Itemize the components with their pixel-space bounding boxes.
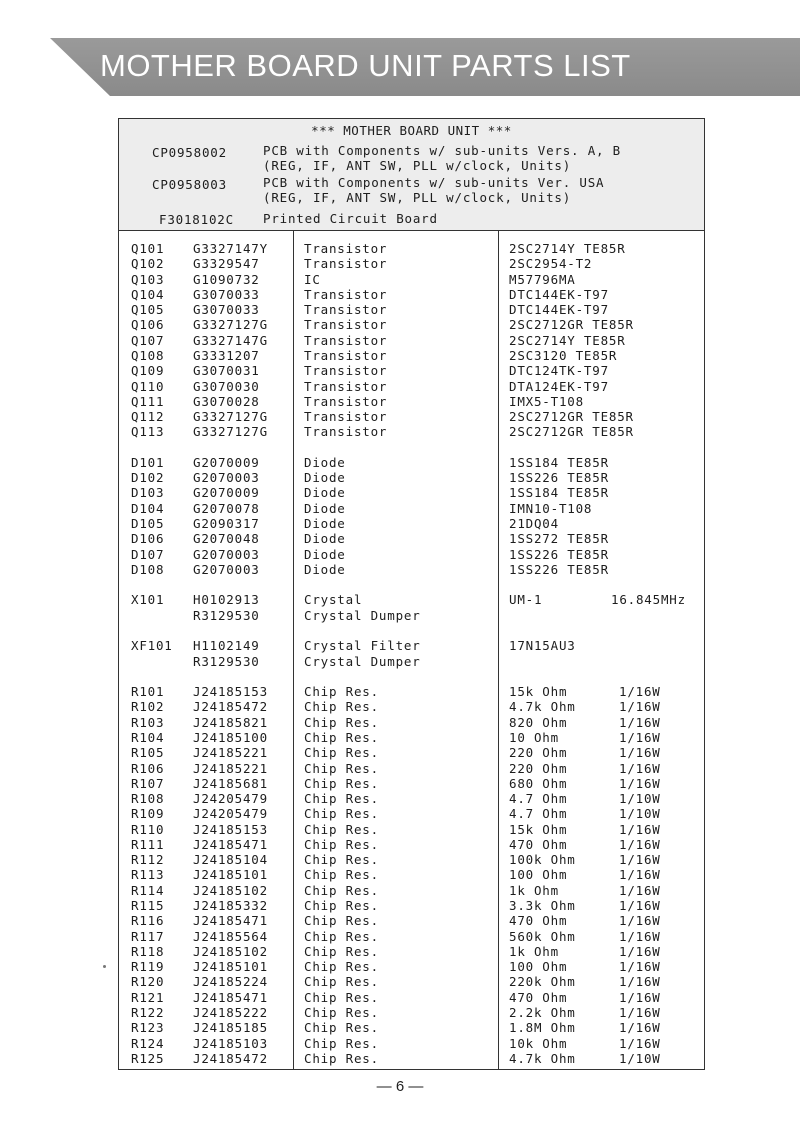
ref-designator: R110 [131,822,165,837]
part-value: 1SS226 TE85R [509,470,609,485]
ref-designator: D106 [131,531,165,546]
part-rating: 1/16W [619,761,661,776]
assembly-description: Printed Circuit Board [263,211,438,226]
part-number: G2090317 [193,516,260,531]
part-number: J24185104 [193,852,268,867]
part-number: G3327127G [193,317,268,332]
part-number: J24185471 [193,913,268,928]
part-number: G3070028 [193,394,260,409]
part-number: G2070003 [193,562,260,577]
ref-designator: Q108 [131,348,165,363]
part-number: J24185472 [193,699,268,714]
part-description: Chip Res. [304,1005,379,1020]
part-number: J24185472 [193,1051,268,1066]
part-description: Transistor [304,333,388,348]
ref-designator: R104 [131,730,165,745]
part-number: G3329547 [193,256,260,271]
part-number: J24185471 [193,837,268,852]
part-value: 1SS226 TE85R [509,562,609,577]
ref-designator: Q106 [131,317,165,332]
part-number: G3070033 [193,287,260,302]
part-value: 4.7k Ohm [509,1051,576,1066]
part-number: J24185153 [193,822,268,837]
parts-table [118,118,705,1070]
ref-designator: XF101 [131,638,173,653]
part-value: DTC124TK-T97 [509,363,609,378]
unit-title: *** MOTHER BOARD UNIT *** [311,123,512,138]
part-description: Chip Res. [304,913,379,928]
part-description: Chip Res. [304,761,379,776]
part-rating: 1/10W [619,791,661,806]
ref-designator: R112 [131,852,165,867]
ref-designator: X101 [131,592,165,607]
part-description: Chip Res. [304,959,379,974]
part-description: Chip Res. [304,867,379,882]
part-description: Transistor [304,348,388,363]
part-value: 220 Ohm [509,745,568,760]
part-number: J24185564 [193,929,268,944]
part-description: Chip Res. [304,745,379,760]
ref-designator: R118 [131,944,165,959]
ref-designator: R121 [131,990,165,1005]
ref-designator: Q104 [131,287,165,302]
part-rating: 1/16W [619,990,661,1005]
part-description: Diode [304,531,346,546]
part-rating: 1/16W [619,883,661,898]
part-value: 820 Ohm [509,715,568,730]
part-description: Diode [304,547,346,562]
part-number: G3331207 [193,348,260,363]
part-value: UM-1 [509,592,543,607]
part-number: G2070009 [193,455,260,470]
part-description: Diode [304,485,346,500]
part-value: 560k Ohm [509,929,576,944]
part-value: 4.7 Ohm [509,806,568,821]
ref-designator: R124 [131,1036,165,1051]
part-number: G3327147Y [193,241,268,256]
part-number: H0102913 [193,592,260,607]
part-number: J24185222 [193,1005,268,1020]
part-value: 2SC2712GR TE85R [509,409,634,424]
part-value: 2.2k Ohm [509,1005,576,1020]
part-value: 1SS184 TE85R [509,485,609,500]
ref-designator: R125 [131,1051,165,1066]
part-rating: 1/16W [619,699,661,714]
part-number: J24185100 [193,730,268,745]
part-description: Chip Res. [304,883,379,898]
ref-designator: R109 [131,806,165,821]
ref-designator: R105 [131,745,165,760]
part-number: G2070003 [193,470,260,485]
part-value: 3.3k Ohm [509,898,576,913]
part-description: Transistor [304,409,388,424]
part-description: Transistor [304,363,388,378]
ref-designator: D104 [131,501,165,516]
ref-designator: R108 [131,791,165,806]
part-description: Transistor [304,256,388,271]
part-description: Crystal Filter [304,638,421,653]
part-description: Chip Res. [304,1051,379,1066]
column-divider [498,231,499,1069]
part-description: Diode [304,562,346,577]
part-description: Transistor [304,424,388,439]
part-number: J24185224 [193,974,268,989]
part-value: 2SC2954-T2 [509,256,593,271]
assembly-code: CP0958002 [152,145,227,160]
part-rating: 1/16W [619,898,661,913]
ref-designator: Q101 [131,241,165,256]
part-number: G3070031 [193,363,260,378]
part-value: 15k Ohm [509,822,568,837]
ref-designator: R119 [131,959,165,974]
part-value: 1SS226 TE85R [509,547,609,562]
part-value: IMN10-T108 [509,501,593,516]
part-value: 2SC2712GR TE85R [509,317,634,332]
ref-designator: R103 [131,715,165,730]
ref-designator: R120 [131,974,165,989]
part-value: 2SC2714Y TE85R [509,333,626,348]
part-value: 2SC2712GR TE85R [509,424,634,439]
part-value: DTC144EK-T97 [509,302,609,317]
part-value: 100 Ohm [509,959,568,974]
part-description: Crystal Dumper [304,654,421,669]
part-description: IC [304,272,321,287]
assembly-code: CP0958003 [152,177,227,192]
part-number: J24185332 [193,898,268,913]
part-value: 470 Ohm [509,990,568,1005]
part-number: J24185221 [193,761,268,776]
part-number: J24185821 [193,715,268,730]
part-rating: 1/16W [619,1005,661,1020]
part-value: 1.8M Ohm [509,1020,576,1035]
part-value: 4.7k Ohm [509,699,576,714]
part-number: J24185471 [193,990,268,1005]
ref-designator: Q110 [131,379,165,394]
part-number: J24185185 [193,1020,268,1035]
part-number: J24185101 [193,959,268,974]
part-value: 100 Ohm [509,867,568,882]
part-value: 220k Ohm [509,974,576,989]
part-rating: 1/16W [619,684,661,699]
part-description: Diode [304,455,346,470]
part-description: Chip Res. [304,944,379,959]
part-value: DTA124EK-T97 [509,379,609,394]
part-number: G2070003 [193,547,260,562]
part-rating: 1/16W [619,715,661,730]
part-number: G1090732 [193,272,260,287]
part-number: R3129530 [193,654,260,669]
ref-designator: D103 [131,485,165,500]
part-number: G2070078 [193,501,260,516]
part-description: Chip Res. [304,898,379,913]
assembly-code: F3018102C [159,212,234,227]
ref-designator: D105 [131,516,165,531]
ref-designator: R106 [131,761,165,776]
ref-designator: D101 [131,455,165,470]
ref-designator: R116 [131,913,165,928]
part-description: Transistor [304,379,388,394]
part-rating: 1/10W [619,806,661,821]
part-rating: 16.845MHz [611,592,686,607]
ref-designator: Q107 [131,333,165,348]
page-title: MOTHER BOARD UNIT PARTS LIST [100,48,631,83]
part-description: Chip Res. [304,929,379,944]
part-number: G3070030 [193,379,260,394]
ref-designator: R115 [131,898,165,913]
part-number: J24205479 [193,791,268,806]
part-rating: 1/16W [619,913,661,928]
part-number: G3327147G [193,333,268,348]
assembly-description: (REG, IF, ANT SW, PLL w/clock, Units) [263,158,572,173]
part-number: G3327127G [193,409,268,424]
part-rating: 1/16W [619,974,661,989]
part-value: DTC144EK-T97 [509,287,609,302]
part-value: 10 Ohm [509,730,559,745]
part-value: M57796MA [509,272,576,287]
part-description: Chip Res. [304,852,379,867]
part-description: Chip Res. [304,822,379,837]
part-value: IMX5-T108 [509,394,584,409]
part-rating: 1/16W [619,1036,661,1051]
part-rating: 1/16W [619,776,661,791]
ref-designator: Q113 [131,424,165,439]
part-number: J24185681 [193,776,268,791]
part-description: Crystal [304,592,363,607]
part-rating: 1/16W [619,852,661,867]
assembly-description: PCB with Components w/ sub-units Vers. A, B [263,143,622,158]
part-value: 470 Ohm [509,837,568,852]
part-value: 1k Ohm [509,944,559,959]
part-rating: 1/16W [619,867,661,882]
ref-designator: R117 [131,929,165,944]
part-number: J24205479 [193,806,268,821]
part-number: J24185221 [193,745,268,760]
ref-designator: R102 [131,699,165,714]
part-description: Chip Res. [304,974,379,989]
ref-designator: R123 [131,1020,165,1035]
ref-designator: R101 [131,684,165,699]
ref-designator: R114 [131,883,165,898]
part-description: Crystal Dumper [304,608,421,623]
part-value: 470 Ohm [509,913,568,928]
part-number: G3327127G [193,424,268,439]
column-divider [293,231,294,1069]
part-rating: 1/16W [619,944,661,959]
part-description: Transistor [304,394,388,409]
part-number: G2070048 [193,531,260,546]
part-value: 17N15AU3 [509,638,576,653]
part-description: Chip Res. [304,776,379,791]
part-description: Chip Res. [304,715,379,730]
part-rating: 1/16W [619,837,661,852]
part-value: 10k Ohm [509,1036,568,1051]
part-rating: 1/16W [619,929,661,944]
part-description: Transistor [304,287,388,302]
part-value: 2SC3120 TE85R [509,348,618,363]
part-value: 220 Ohm [509,761,568,776]
part-description: Chip Res. [304,806,379,821]
part-description: Chip Res. [304,837,379,852]
part-rating: 1/16W [619,730,661,745]
unit-header [119,119,704,231]
part-number: J24185102 [193,944,268,959]
ref-designator: D102 [131,470,165,485]
page-number: — 6 — [376,1078,424,1095]
part-number: R3129530 [193,608,260,623]
part-description: Chip Res. [304,684,379,699]
part-description: Transistor [304,302,388,317]
part-description: Diode [304,470,346,485]
part-value: 1SS272 TE85R [509,531,609,546]
ref-designator: D108 [131,562,165,577]
part-description: Chip Res. [304,791,379,806]
ref-designator: D107 [131,547,165,562]
part-value: 4.7 Ohm [509,791,568,806]
assembly-description: (REG, IF, ANT SW, PLL w/clock, Units) [263,190,572,205]
ref-designator: R113 [131,867,165,882]
ref-designator: Q103 [131,272,165,287]
ref-designator: R107 [131,776,165,791]
part-description: Diode [304,501,346,516]
part-value: 100k Ohm [509,852,576,867]
part-number: G3070033 [193,302,260,317]
part-value: 2SC2714Y TE85R [509,241,626,256]
part-number: J24185101 [193,867,268,882]
ref-designator: Q111 [131,394,165,409]
assembly-description: PCB with Components w/ sub-units Ver. USA [263,175,605,190]
ref-designator: R122 [131,1005,165,1020]
ref-designator: R111 [131,837,165,852]
part-description: Chip Res. [304,990,379,1005]
ref-designator: Q105 [131,302,165,317]
part-rating: 1/10W [619,1051,661,1066]
part-description: Chip Res. [304,1020,379,1035]
part-rating: 1/16W [619,1020,661,1035]
part-rating: 1/16W [619,959,661,974]
part-description: Diode [304,516,346,531]
part-description: Chip Res. [304,730,379,745]
part-number: J24185103 [193,1036,268,1051]
ref-designator: Q112 [131,409,165,424]
part-value: 1k Ohm [509,883,559,898]
part-rating: 1/16W [619,822,661,837]
part-number: H1102149 [193,638,260,653]
part-description: Transistor [304,241,388,256]
part-number: G2070009 [193,485,260,500]
ref-designator: Q102 [131,256,165,271]
part-description: Transistor [304,317,388,332]
part-value: 1SS184 TE85R [509,455,609,470]
scan-speck [103,965,106,968]
part-rating: 1/16W [619,745,661,760]
part-value: 15k Ohm [509,684,568,699]
part-description: Chip Res. [304,1036,379,1051]
ref-designator: Q109 [131,363,165,378]
part-description: Chip Res. [304,699,379,714]
part-value: 21DQ04 [509,516,559,531]
part-number: J24185153 [193,684,268,699]
part-value: 680 Ohm [509,776,568,791]
part-number: J24185102 [193,883,268,898]
